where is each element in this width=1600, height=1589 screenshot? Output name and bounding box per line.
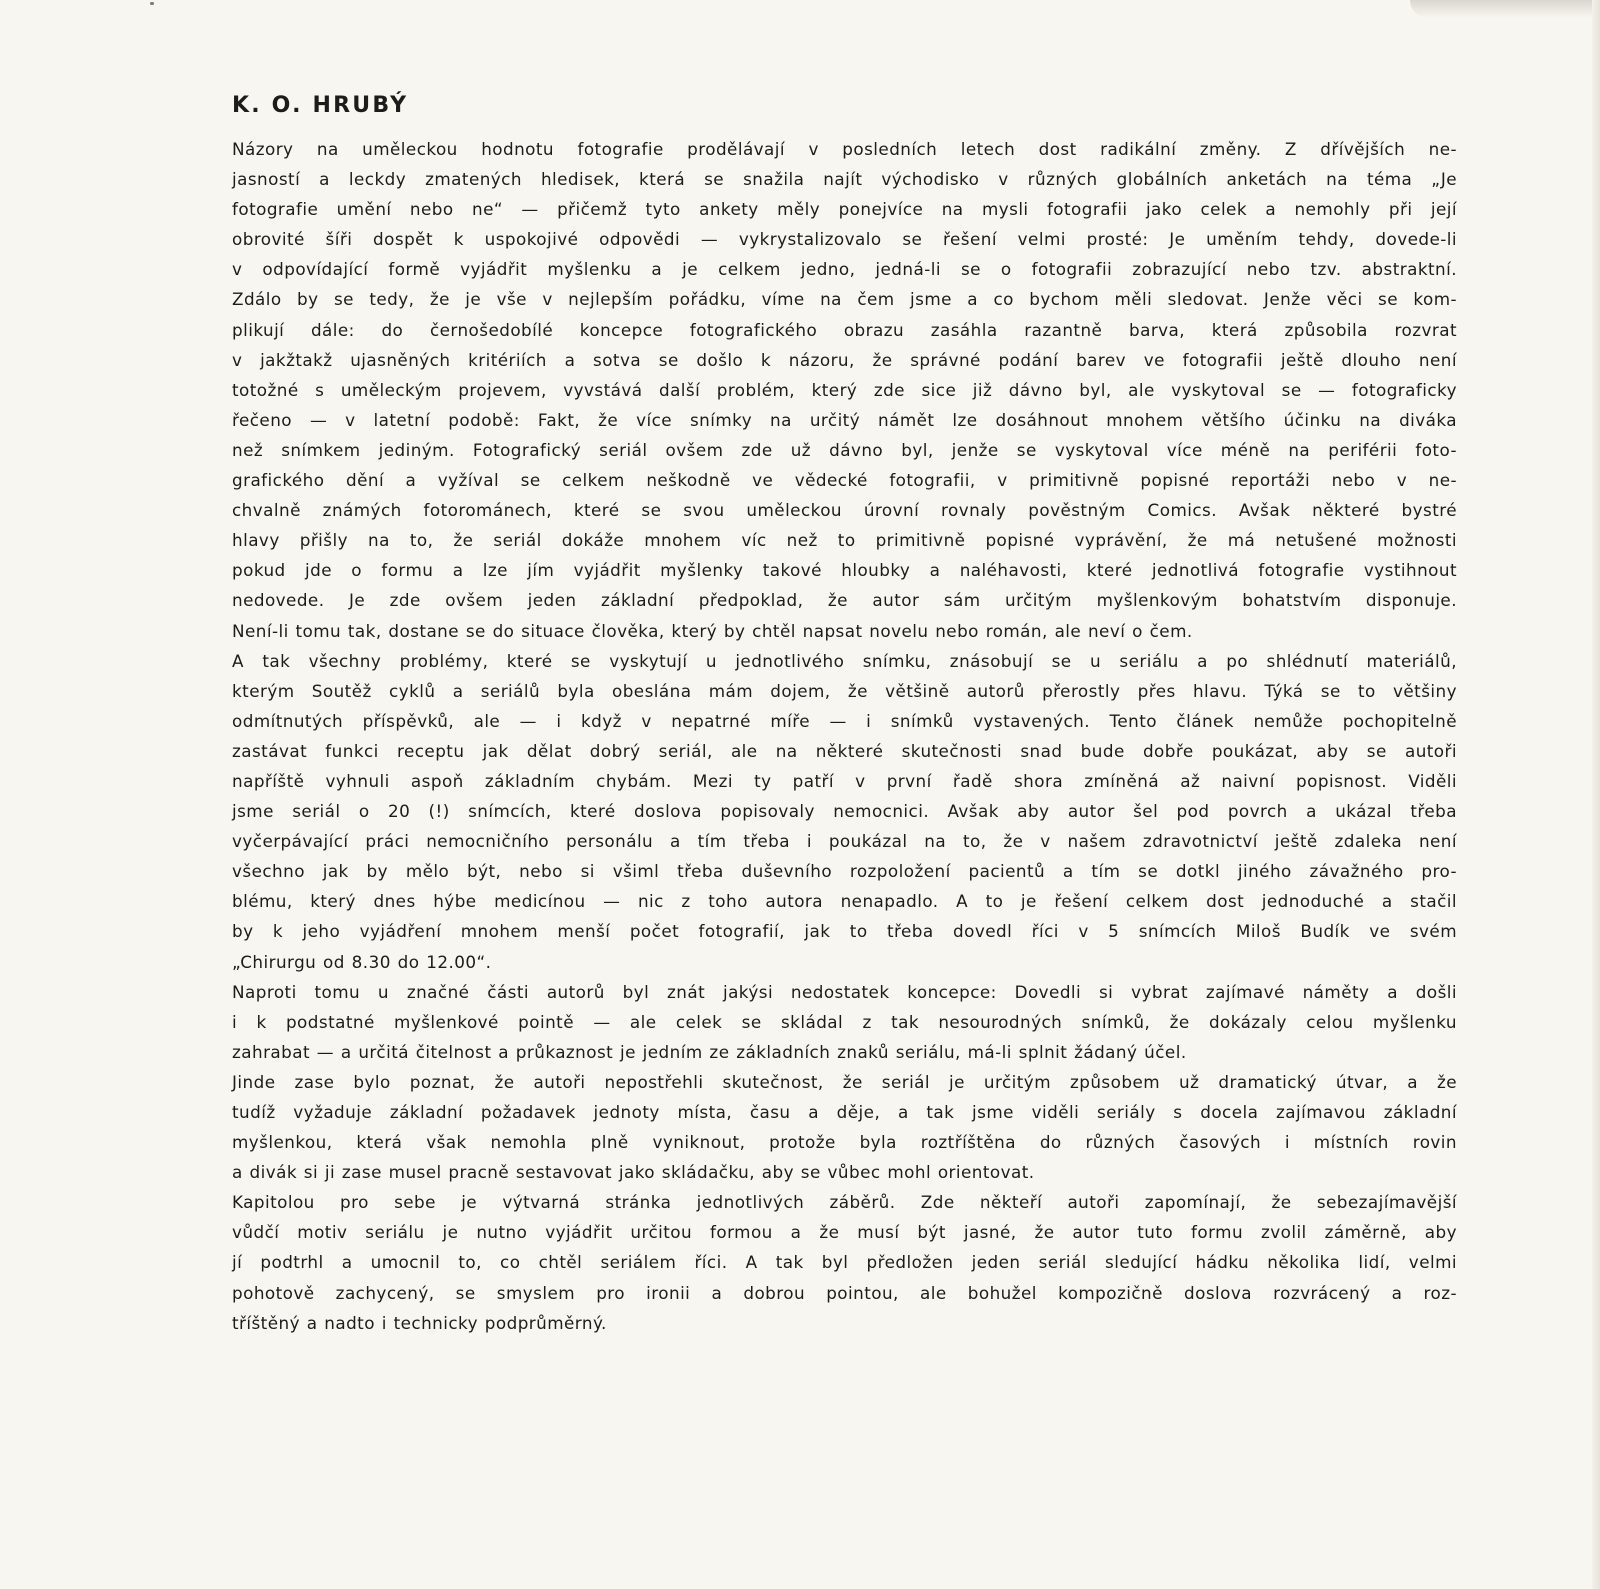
text-line: grafického dění a vyžíval se celkem neškodně ve vědecké fotografii, v primitivně popisné reportáži nebo v ne- xyxy=(232,470,1457,491)
text-line: jí podtrhl a umocnil to, co chtěl seriálem říci. A tak byl předložen jeden seriál sledující hádku několika lidí, velmi xyxy=(232,1252,1457,1273)
text-line: jsme seriál o 20 (!) snímcích, které doslova popisovaly nemocnici. Avšak aby autor šel pod povrch a ukázal třeba xyxy=(232,801,1457,822)
text-line: A tak všechny problémy, které se vyskytují u jednotlivého snímku, znásobují se u seriálu a po shlédnutí materiálů, xyxy=(232,650,1457,671)
text-line: tudíž vyžaduje základní požadavek jednoty místa, času a děje, a tak jsme viděli seriály s docela zajímavou základní xyxy=(232,1102,1457,1122)
author-heading: K. O. HRUBÝ xyxy=(232,93,409,118)
text-line: Kapitolou pro sebe je výtvarná stránka jednotlivých záběrů. Zde někteří autoři zapomínají, že sebezajímavější xyxy=(232,1192,1457,1213)
text-line: Naproti tomu u značné části autorů byl znát jakýsi nedostatek koncepce: Dovedli si vybrat zajímavé náměty a došli xyxy=(232,981,1457,1002)
text-line: obrovité šíři dospět k uspokojivé odpovědi — vykrystalizovalo se řešení velmi prosté: Je uměním tehdy, dovede-li xyxy=(232,229,1457,250)
text-line: „Chirurgu od 8.30 do 12.00“. xyxy=(232,951,492,972)
text-line: plikují dále: do černošedobílé koncepce fotografického obrazu zasáhla razantně barva, která způsobila rozvrat xyxy=(232,319,1457,340)
text-line: vůdčí motiv seriálu je nutno vyjádřit určitou formou a že musí být jasné, že autor tuto formu zvolil záměrně, aby xyxy=(232,1222,1457,1243)
page-edge xyxy=(1592,0,1600,1589)
scan-speck xyxy=(150,2,154,5)
text-line: Není-li tomu tak, dostane se do situace člověka, který by chtěl napsat novelu nebo román, ale neví o čem. xyxy=(232,620,1193,641)
text-line: Jinde zase bylo poznat, že autoři nepostřehli skutečnost, že seriál je určitým způsobem už dramatický útvar, a že xyxy=(232,1071,1457,1092)
text-line: fotografie umění nebo ne“ — přičemž tyto ankety měly ponejvíce na mysli fotografii jako celek a nemohly při její xyxy=(232,199,1457,220)
text-line: vyčerpávající práci nemocničního personálu a tím třeba i poukázal na to, že v našem zdravotnictví ještě zdaleka není xyxy=(232,831,1457,852)
text-line: řečeno — v latetní podobě: Fakt, že více snímky na určitý námět lze dosáhnout mnohem většího účinku na diváka xyxy=(232,409,1457,430)
text-line: než snímkem jediným. Fotografický seriál ovšem zde už dávno byl, jenže se vyskytoval více méně na periférii foto- xyxy=(232,439,1457,460)
article xyxy=(232,92,1457,1338)
text-line: totožné s uměleckým projevem, vyvstává další problém, který zde sice již dávno byl, ale vyskytoval se — fotograficky xyxy=(232,379,1457,400)
text-line: pokud jde o formu a lze jím vyjádřit myšlenky takové hloubky a naléhavosti, které jednotlivá fotografie vystihnout xyxy=(232,560,1457,581)
text-line: a divák si ji zase musel pracně sestavovat jako skládačku, aby se vůbec mohl orientovat. xyxy=(232,1162,1035,1183)
text-line: všechno jak by mělo být, nebo si všiml třeba duševního rozpoložení pacientů a tím se dotkl jiného závažného pro- xyxy=(232,861,1457,882)
text-line: hlavy přišly na to, že seriál dokáže mnohem víc než to primitivně popisné vyprávění, že má netušené možnosti xyxy=(232,530,1457,551)
text-line: nedovede. Je zde ovšem jeden základní předpoklad, že autor sám určitým myšlenkovým bohatstvím disponuje. xyxy=(232,590,1457,611)
text-line: by k jeho vyjádření mnohem menší počet fotografií, jak to třeba dovedl říci v 5 snímcích Miloš Budík ve svém xyxy=(232,921,1457,942)
text-line: kterým Soutěž cyklů a seriálů byla obeslána mám dojem, že většině autorů přerostly přes hlavu. Týká se to většiny xyxy=(232,680,1457,701)
article-body xyxy=(232,134,1457,1338)
text-line: odmítnutých příspěvků, ale — i když v nepatrné míře — i snímků vystavených. Tento článek nemůže pochopitelně xyxy=(232,710,1457,731)
page-shadow xyxy=(1410,0,1600,18)
text-line: blému, který dnes hýbe medicínou — nic z toho autora nenapadlo. A to je řešení celkem dost jednoduché a stačil xyxy=(232,891,1457,912)
text-line: napříště vyhnuli aspoň základním chybám. Mezi ty patří v první řadě shora zmíněná až naivní popisnost. Viděli xyxy=(232,770,1457,791)
text-line: Zdálo by se tedy, že je vše v nejlepším pořádku, víme na čem jsme a co bychom měli sledovat. Jenže věci se kom- xyxy=(232,289,1457,310)
text-line: v odpovídající formě vyjádřit myšlenku a je celkem jedno, jedná-li se o fotografii zobrazující nebo tzv. abstraktní. xyxy=(232,259,1457,280)
text-line: Názory na uměleckou hodnotu fotografie prodělávají v posledních letech dost radikální změny. Z dřívějších ne- xyxy=(232,139,1457,159)
text-line: i k podstatné myšlenkové pointě — ale celek se skládal z tak nesourodných snímků, že dokázaly celou myšlenku xyxy=(232,1011,1457,1032)
text-line: jasností a leckdy zmatených hledisek, která se snažila najít východisko v různých globálních anketách na téma „Je xyxy=(232,169,1457,190)
text-line: chvalně známých fotorománech, které se svou uměleckou úrovní rovnaly pověstným Comics. Avšak některé bystré xyxy=(232,500,1457,521)
text-line: tříštěný a nadto i technicky podprůměrný. xyxy=(232,1312,607,1333)
text-line: v jakžtakž ujasněných kritériích a sotva se došlo k názoru, že správné podání barev ve fotografii ještě dlouho není xyxy=(232,349,1457,370)
text-line: zahrabat — a určitá čitelnost a průkaznost je jedním ze základních znaků seriálu, má-li splnit žádaný účel. xyxy=(232,1041,1187,1062)
text-line: zastávat funkci receptu jak dělat dobrý seriál, ale na některé skutečnosti snad bude dobře poukázat, aby se autoři xyxy=(232,740,1457,761)
text-line: pohotově zachycený, se smyslem pro ironii a dobrou pointou, ale bohužel kompozičně doslova rozvrácený a roz- xyxy=(232,1282,1457,1303)
text-line: myšlenkou, která však nemohla plně vyniknout, protože byla roztříštěna do různých časových i místních rovin xyxy=(232,1132,1457,1153)
